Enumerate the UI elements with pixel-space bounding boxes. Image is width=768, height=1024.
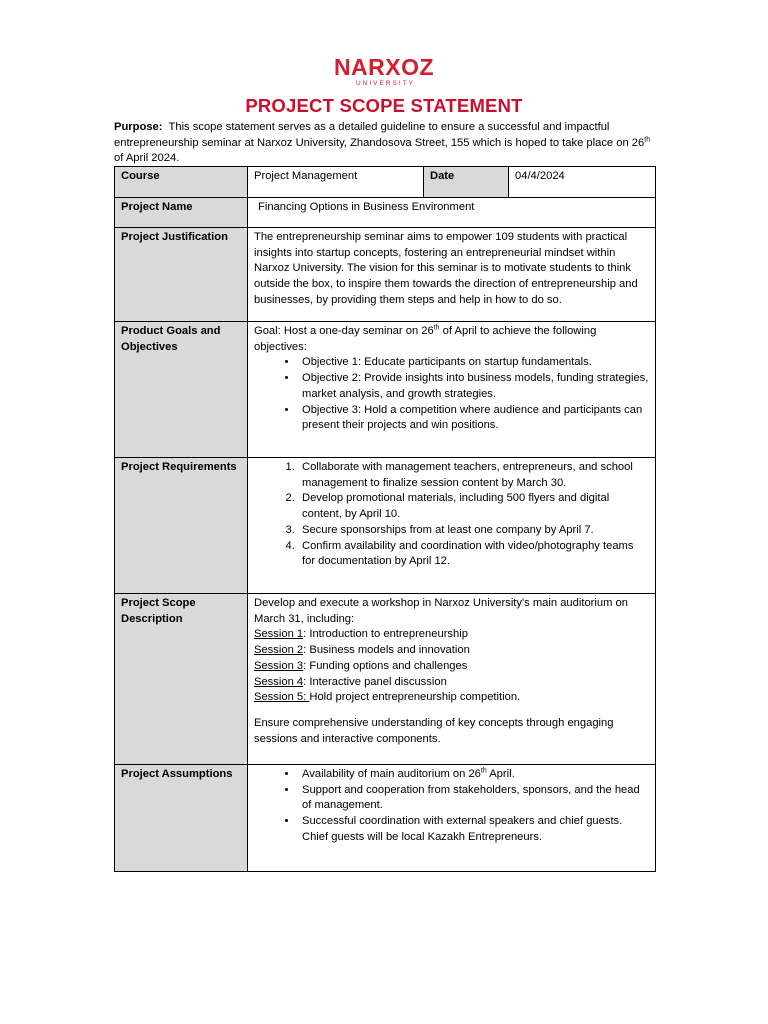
scope-cell xyxy=(248,594,656,765)
list-item: • Successful coordination with external speakers and chief guests. Chief guests will be local Kazakh Entrepreneurs. xyxy=(298,814,649,845)
session-text: : Funding options and challenges xyxy=(303,659,468,672)
purpose-paragraph xyxy=(114,120,654,167)
logo-subtext: UNIVERSITY xyxy=(355,80,415,87)
course-value: Project Management xyxy=(248,167,424,198)
session-text: : Introduction to entrepreneurship xyxy=(303,628,468,641)
session-line xyxy=(254,690,649,706)
justification-label: Project Justification xyxy=(115,228,248,322)
requirements-label: Project Requirements xyxy=(115,458,248,594)
table-row-assumptions xyxy=(115,765,656,872)
date-value: 04/4/2024 xyxy=(509,167,656,198)
goals-intro-sup: th xyxy=(433,324,440,332)
assumption-1-a: Availability of main auditorium on 26 xyxy=(302,768,481,780)
purpose-label: Purpose: xyxy=(114,121,163,133)
assumption-1-sup: th xyxy=(480,767,487,775)
date-label: Date xyxy=(424,167,509,198)
list-item: 2. Develop promotional materials, including 500 flyers and digital content, by April 10. xyxy=(298,491,649,522)
list-item: • Objective 3: Hold a competition where audience and participants can present their projects and win positions. xyxy=(298,403,649,434)
list-item xyxy=(298,767,649,783)
scope-closing: Ensure comprehensive understanding of key concepts through engaging sessions and interactive components. xyxy=(254,716,614,745)
logo-wordmark: NARXOZ xyxy=(333,54,435,80)
justification-text: The entrepreneurship seminar aims to empower 109 students with practical insights into startup concepts, fostering an entrepreneurial mindset within Narxoz University. The vision for this seminar is to motivate students to think outside the box, to inspire them towards the direction of entrepreneurship and businesses, by providing them steps and help in how to do so. xyxy=(248,228,656,322)
table-row-justification xyxy=(115,228,656,322)
goals-intro-b: of April to achieve the following objectives: xyxy=(254,325,597,353)
purpose-text-b: of April 2024. xyxy=(114,152,180,165)
project-name-label: Project Name xyxy=(115,198,248,228)
assumptions-label: Project Assumptions xyxy=(115,765,248,872)
session-line xyxy=(254,643,649,659)
scope-table xyxy=(114,166,656,872)
session-name: Session 3 xyxy=(254,659,304,672)
requirements-list xyxy=(254,460,649,570)
list-item: • Support and cooperation from stakeholders, sponsors, and the head of management. xyxy=(298,783,649,814)
narxoz-logo xyxy=(0,56,768,90)
session-name: Session 1 xyxy=(254,628,304,641)
course-label: Course xyxy=(115,167,248,198)
scope-label: Project Scope Description xyxy=(115,594,248,765)
list-item: 3. Secure sponsorships from at least one company by April 7. xyxy=(298,523,649,539)
assumptions-list xyxy=(254,767,649,846)
list-item: • Objective 1: Educate participants on startup fundamentals. xyxy=(298,355,649,371)
table-row-goals xyxy=(115,322,656,458)
assumptions-cell xyxy=(248,765,656,872)
scope-intro: Develop and execute a workshop in Narxoz University's main auditorium on March 31, including: xyxy=(254,597,628,625)
goals-intro-a: Goal: Host a one-day seminar on 26 xyxy=(254,325,434,337)
page-title: PROJECT SCOPE STATEMENT xyxy=(245,95,523,116)
objectives-list xyxy=(254,355,649,434)
session-text: : Business models and innovation xyxy=(303,644,470,657)
session-text: Hold project entrepreneurship competition. xyxy=(309,691,521,704)
assumption-1-b: April. xyxy=(486,768,515,780)
table-row-course xyxy=(115,167,656,198)
table-row-project-name xyxy=(115,198,656,228)
session-name: Session 5: xyxy=(254,691,310,704)
session-text: : Interactive panel discussion xyxy=(303,675,447,688)
purpose-text-a: This scope statement serves as a detailed guideline to ensure a successful and impactful entrepreneurship seminar at Narxoz University, Zhandosova Street, 155 which is hoped to take place on 26 xyxy=(114,121,645,149)
goals-label: Product Goals and Objectives xyxy=(115,322,248,458)
session-line xyxy=(254,659,649,675)
list-item: 1. Collaborate with management teachers, entrepreneurs, and school management to finalize session content by March 30. xyxy=(298,460,649,491)
session-name: Session 4 xyxy=(254,675,304,688)
goals-cell xyxy=(248,322,656,458)
list-item: • Objective 2: Provide insights into business models, funding strategies, market analysis, and growth strategies. xyxy=(298,371,649,402)
session-line xyxy=(254,675,649,691)
table-row-scope xyxy=(115,594,656,765)
table-row-requirements xyxy=(115,458,656,594)
requirements-cell xyxy=(248,458,656,594)
goals-intro xyxy=(254,324,649,355)
session-name: Session 2 xyxy=(254,644,304,657)
project-name-value: Financing Options in Business Environment xyxy=(248,198,656,228)
list-item: 4. Confirm availability and coordination with video/photography teams for documentation by April 12. xyxy=(298,539,649,570)
session-line xyxy=(254,627,649,643)
purpose-sup: th xyxy=(644,135,651,143)
